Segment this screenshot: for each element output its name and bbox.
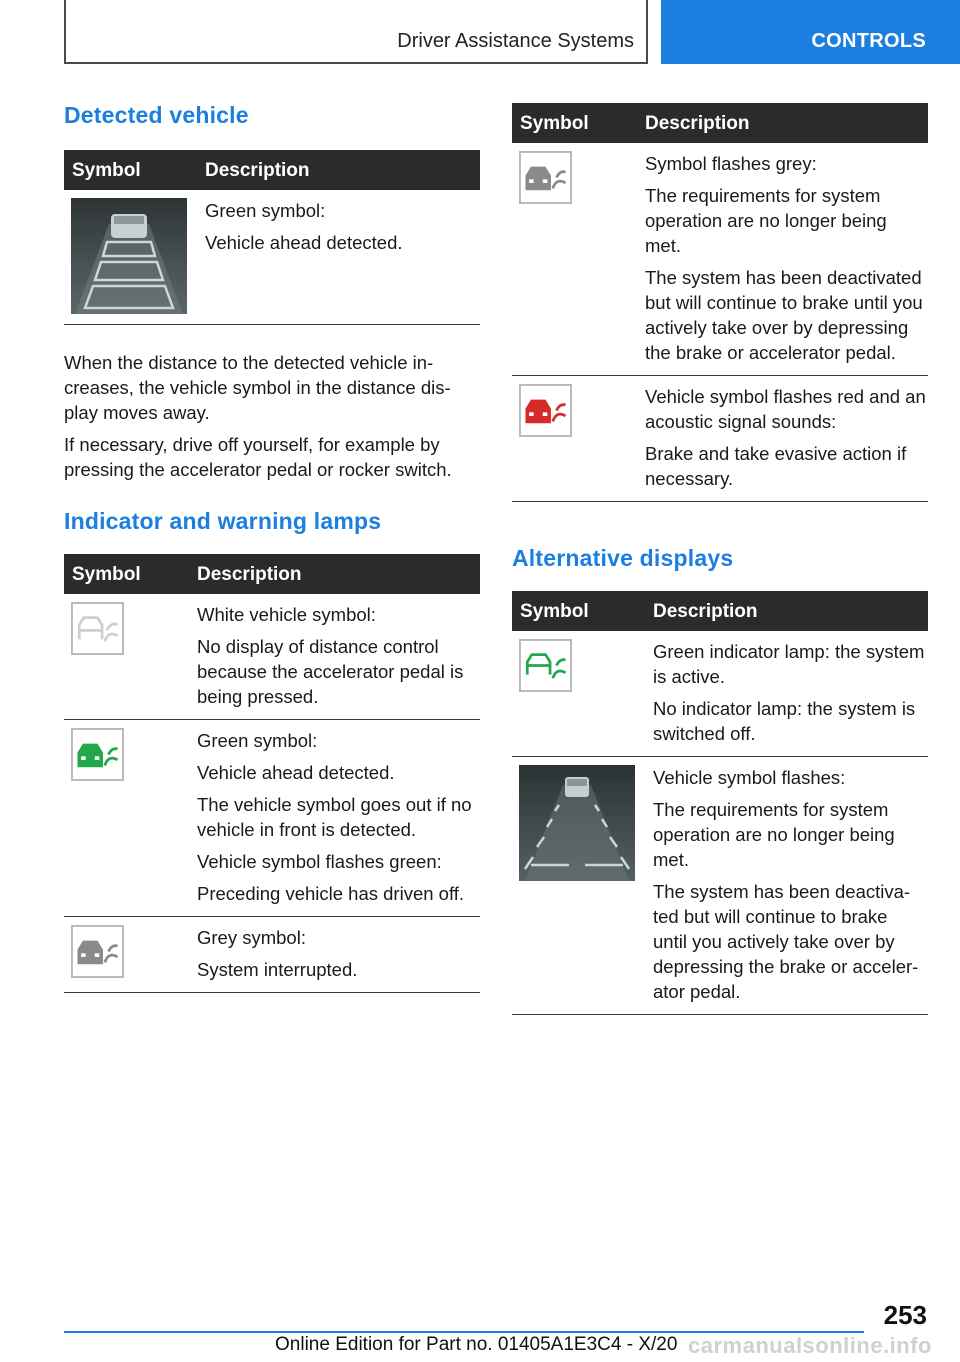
alternative-displays-table: [512, 591, 928, 1015]
vehicle-distance-icon-green: [71, 728, 124, 781]
section-label: CONTROLS: [811, 30, 926, 52]
detected-vehicle-table: [64, 150, 480, 325]
column-header-description: Description: [645, 591, 928, 631]
description-cell: Green indicator lamp: the system is active. No indicator lamp: the system is switched off.: [645, 631, 928, 757]
description-cell: Green symbol: Vehicle ahead detected. The vehicle symbol goes out if no vehicle in front is detected. Vehicle symbol flashes green: Preceding vehicle has driven off.: [189, 720, 480, 917]
column-header-symbol: Symbol: [512, 591, 645, 631]
distance-display-vehicle-image: [71, 198, 187, 314]
edition-text: Online Edition for Part no. 01405A1E3C4 - X/20: [275, 1334, 678, 1355]
description-cell: Symbol flashes grey: The requirements for system operation are no longer being met. The system has been deactivated but will continue to brake until you actively take over by depressing the brake or accelerator pedal.: [637, 143, 928, 376]
column-header-symbol: Symbol: [64, 554, 189, 594]
header-chapter-box: [64, 0, 648, 64]
description-cell: Vehicle symbol flashes: The requirements for system operation are no longer being met. The system has been deactivated but will continue to brake until you actively take over by depressing the brake or accelerator pedal.: [645, 757, 928, 1015]
body-text: [64, 350, 474, 489]
header-section-tab: [661, 0, 960, 64]
vehicle-distance-icon-grey: [71, 925, 124, 978]
description-cell: Vehicle symbol flashes red and an acoustic signal sounds: Brake and take evasive action if necessary.: [637, 376, 928, 502]
table-row: [512, 757, 928, 1015]
table-row: [64, 720, 480, 917]
heading-indicator-lamps: Indicator and warning lamps: [64, 508, 382, 534]
column-header-description: Description: [189, 554, 480, 594]
column-header-symbol: Symbol: [512, 103, 637, 143]
vehicle-distance-icon-red: [519, 384, 572, 437]
indicator-lamps-table: [64, 554, 480, 993]
paragraph: When the distance to the detected vehicle increases, the vehicle symbol in the distance display moves away.: [64, 352, 451, 423]
table-row: [64, 190, 480, 325]
table-row: [512, 631, 928, 757]
distance-display-lanes-image: [519, 765, 635, 881]
continued-symbol-table: [512, 103, 928, 502]
vehicle-distance-icon-grey: [519, 151, 572, 204]
description-cell: White vehicle symbol: No display of distance control because the accelerator pedal is being pressed.: [189, 594, 480, 720]
description-cell: Green symbol: Vehicle ahead detected.: [197, 190, 480, 325]
table-row: [64, 594, 480, 720]
table-row: [64, 917, 480, 993]
paragraph: If necessary, drive off yourself, for example by pressing the accelerator pedal or rocker switch.: [64, 434, 452, 480]
vehicle-distance-icon-white: [71, 602, 124, 655]
table-row: [512, 376, 928, 502]
heading-alternative-displays: Alternative displays: [512, 545, 734, 571]
column-header-symbol: Symbol: [64, 150, 197, 190]
distance-indicator-lamp-green: [519, 639, 572, 692]
chapter-title: Driver Assistance Systems: [397, 30, 634, 52]
description-cell: Grey symbol: System interrupted.: [189, 917, 480, 993]
watermark: carmanualsonline.info: [688, 1333, 932, 1358]
column-header-description: Description: [197, 150, 480, 190]
heading-detected-vehicle: Detected vehicle: [64, 102, 249, 128]
page-number: 253: [883, 1300, 927, 1330]
table-row: [512, 143, 928, 376]
column-header-description: Description: [637, 103, 928, 143]
